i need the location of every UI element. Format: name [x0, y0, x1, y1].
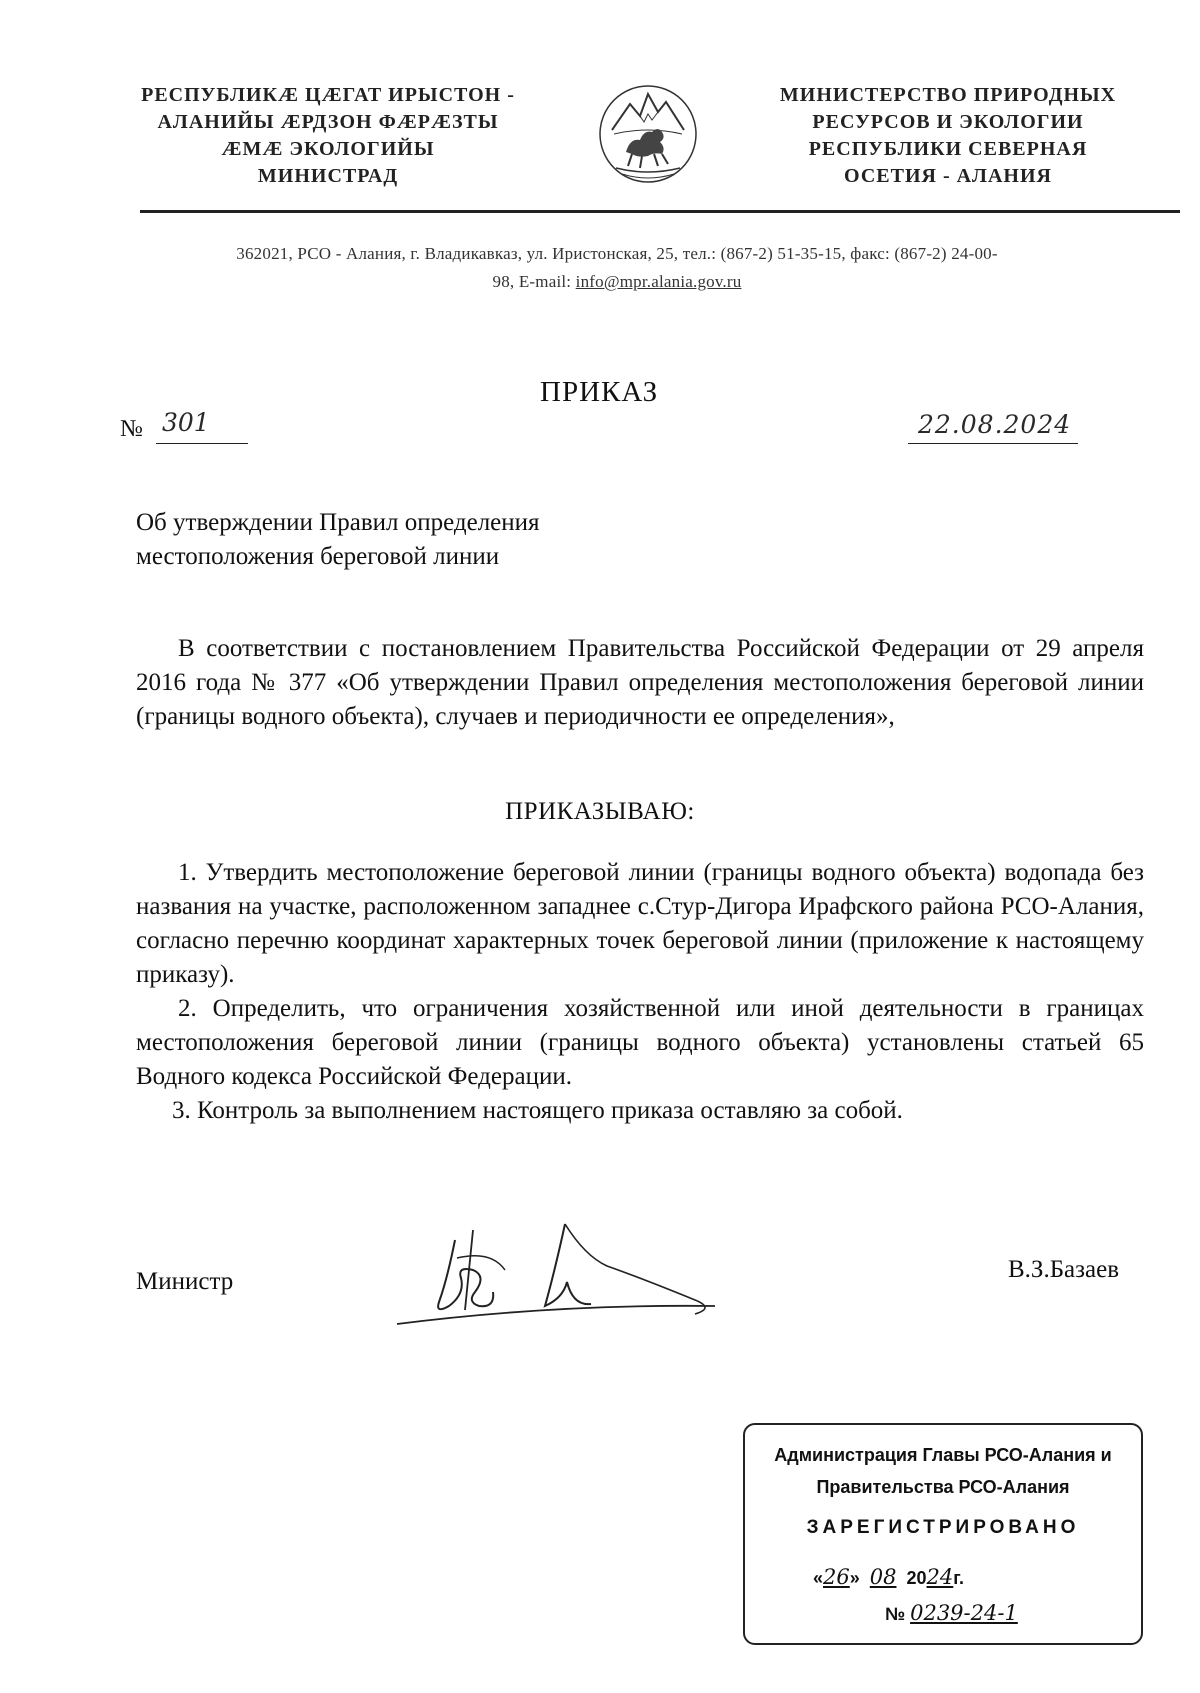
- address-line-2: [112, 268, 1122, 296]
- registration-stamp: [743, 1423, 1143, 1645]
- ministry-address: [112, 240, 1122, 296]
- signatory-name: В.З.Базаев: [1008, 1256, 1120, 1283]
- subject-line: местоположения береговой линии: [136, 543, 500, 570]
- stamp-date: «26» 08 2024г.: [813, 1565, 964, 1589]
- stamp-date-year-suffix: 24: [926, 1565, 954, 1589]
- stamp-date-suffix: г.: [953, 1568, 964, 1588]
- preamble-paragraph: В соответствии с постановлением Правительства Российской Федерации от 29 апреля 2016 года № 377 «Об утверждении Правил определения местоположения береговой линии (границы водного объекта), случаев и периодичности ее определения»,: [136, 635, 1144, 730]
- stamp-registered-label: ЗАРЕГИСТРИРОВАНО: [806, 1517, 1080, 1538]
- order-subject: [136, 506, 540, 574]
- header-right-line: РЕСУРСОВ И ЭКОЛОГИИ: [812, 111, 1084, 133]
- header-right-line: ОСЕТИЯ - АЛАНИЯ: [844, 165, 1052, 187]
- stamp-authority-line-1: Администрация Главы РСО-Алания и: [774, 1445, 1112, 1465]
- stamp-number: [885, 1601, 1018, 1625]
- address-line-2-prefix: 98, E-mail:: [492, 272, 576, 291]
- signatory-position: Министр: [136, 1268, 234, 1295]
- stamp-authority-line-2: Правительства РСО-Алания: [816, 1477, 1070, 1497]
- header-right-line: МИНИСТЕРСТВО ПРИРОДНЫХ: [779, 84, 1117, 106]
- order-item: 2. Определить, что ограничения хозяйственной или иной деятельности в границах местоположения береговой линии (границы водного объекта) установлены статьей 65 Водного кодекса Российской Федерации.: [136, 995, 1144, 1090]
- header-divider: [140, 210, 1180, 213]
- stamp-number-value: 0239-24-1: [910, 1601, 1018, 1625]
- coat-of-arms-icon: [592, 68, 704, 198]
- header-ministry-name: [758, 82, 1138, 190]
- order-items: [136, 856, 1144, 1128]
- stamp-date-day: 26: [823, 1565, 850, 1589]
- header-left-line: МИНИСТРАД: [257, 165, 399, 187]
- order-number-underline: [156, 443, 248, 444]
- subject-line: Об утверждении Правил определения: [136, 509, 540, 536]
- stamp-number-label: №: [885, 1604, 906, 1624]
- stamp-date-month: 08: [869, 1565, 897, 1589]
- order-date-handwritten: 22.08.2024: [918, 410, 1072, 439]
- header-ossetian-name: [108, 82, 548, 190]
- order-item: 3. Контроль за выполнением настоящего приказа оставляю за собой.: [172, 1097, 903, 1124]
- order-date-underline: [908, 443, 1078, 444]
- handwritten-signature-icon: [395, 1210, 755, 1340]
- stamp-date-year-prefix: 20: [906, 1568, 927, 1588]
- header-left-line: АЛАНИЙЫ ÆРДЗОН ФÆРÆЗТЫ: [157, 111, 499, 133]
- order-number-label: №: [120, 416, 143, 442]
- order-directive-heading: ПРИКАЗЫВАЮ:: [505, 798, 695, 825]
- header-right-line: РЕСПУБЛИКИ СЕВЕРНАЯ: [808, 138, 1088, 160]
- order-number-handwritten: 301: [162, 408, 210, 437]
- order-item: 1. Утвердить местоположение береговой линии (границы водного объекта) водопада без названия на участке, расположенном западнее с.Стур-Дигора Ирафского района РСО-Алания, согласно перечню координат характерных точек береговой линии (приложение к настоящему приказу).: [136, 859, 1144, 988]
- email-link[interactable]: info@mpr.alania.gov.ru: [575, 272, 742, 291]
- header-left-line: РЕСПУБЛИКÆ ЦÆГАТ ИРЫСТОН -: [141, 84, 515, 106]
- address-line-1: 362021, РСО - Алания, г. Владикавказ, ул. Иристонская, 25, тел.: (867-2) 51-35-15, факс: (867-2) 24-00-: [236, 244, 998, 263]
- header-left-line: ÆМÆ ЭКОЛОГИЙЫ: [221, 138, 435, 160]
- document-title: ПРИКАЗ: [540, 376, 659, 408]
